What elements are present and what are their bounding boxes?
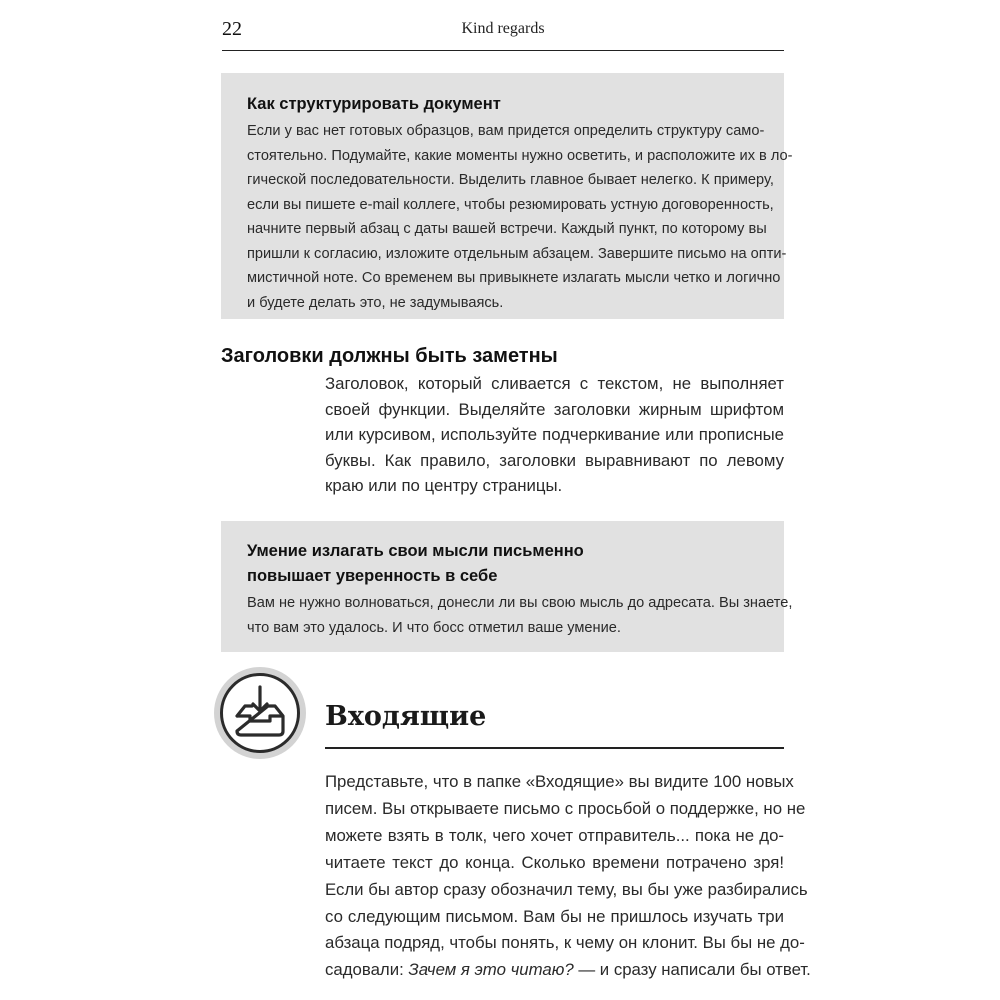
text-line: гической последовательности. Выделить главное бывает нелегко. К примеру, [247,172,774,188]
chapter-title: Входящие [325,701,487,732]
text-line: или курсивом, используйте подчеркивание или прописные [325,425,784,445]
text-line: краю или по центру страницы. [325,476,563,496]
text-line: Вам не нужно волноваться, донесли ли вы свою мысль до адресата. Вы знаете, [247,595,793,611]
sidebar-paragraph [247,591,793,640]
text-line: читаете текст до конца. Сколько времени потрачено зря! [325,852,784,872]
title-line: повышает уверенность в себе [247,567,498,585]
text-line: если вы пишете e-mail коллеге, чтобы резюмировать устную договоренность, [247,196,774,213]
chapter-paragraph [325,769,811,984]
text-line: Заголовок, который сливается с текстом, не выполняет [325,374,784,393]
header-rule [222,50,784,51]
text-line: абзаца подряд, чтобы понять, к чему он клонит. Вы бы не до- [325,933,805,953]
text-line: можете взять в толк, чего хочет отправитель... пока не до- [325,825,784,845]
text-line: Если у вас нет готовых образцов, вам придется определить структуру само- [247,123,765,139]
text-line: что вам это удалось. И что босс отметил ваше умение. [247,619,621,636]
text-line: Представьте, что в папке «Входящие» вы видите 100 новых [325,772,794,791]
text-line: писем. Вы открываете письмо с просьбой о поддержке, но не [325,798,806,818]
sidebar-paragraph [247,119,793,315]
sidebar-title [247,539,759,589]
text-line: начните первый абзац с даты вашей встречи. Каждый пункт, по которому вы [247,221,767,237]
text-line: со следующим письмом. Вам бы не пришлось изучать три [325,906,784,926]
section-paragraph [325,371,784,499]
inbox-badge [220,673,300,753]
sidebar-title: Как структурировать документ [247,95,501,113]
text-line: и будете делать это, не задумываясь. [247,294,504,311]
sidebar-confidence-box [221,521,793,652]
text-line: своей функции. Выделяйте заголовки жирным шрифтом [325,399,784,419]
text-line: стоятельно. Подумайте, какие моменты нужно осветить, и расположите их в ло- [247,147,793,164]
text-line: пришли к согласию, изложите отдельным абзацем. Завершите письмо на опти- [247,245,787,262]
text-fragment: — и сразу написали бы ответ. [573,960,811,980]
section-heading: Заголовки должны быть заметны [221,345,558,367]
text-line: буквы. Как правило, заголовки выравнивают по левому [325,450,784,470]
text-line: мистичной ноте. Со временем вы привыкнете излагать мысли четко и логично [247,270,781,286]
running-title: Kind regards [461,20,545,37]
emphasized-question: Зачем я это читаю? [408,960,574,980]
chapter-rule [325,747,784,749]
text-line: Если бы автор сразу обозначил тему, вы бы уже разбирались [325,879,808,899]
title-line: Умение излагать свои мысли письменно [247,542,584,560]
sidebar-structure-box [221,73,793,319]
page-number: 22 [222,18,242,40]
text-line-last [325,957,811,984]
text-fragment: садовали: [325,960,409,980]
inbox-tray-icon [223,676,297,750]
